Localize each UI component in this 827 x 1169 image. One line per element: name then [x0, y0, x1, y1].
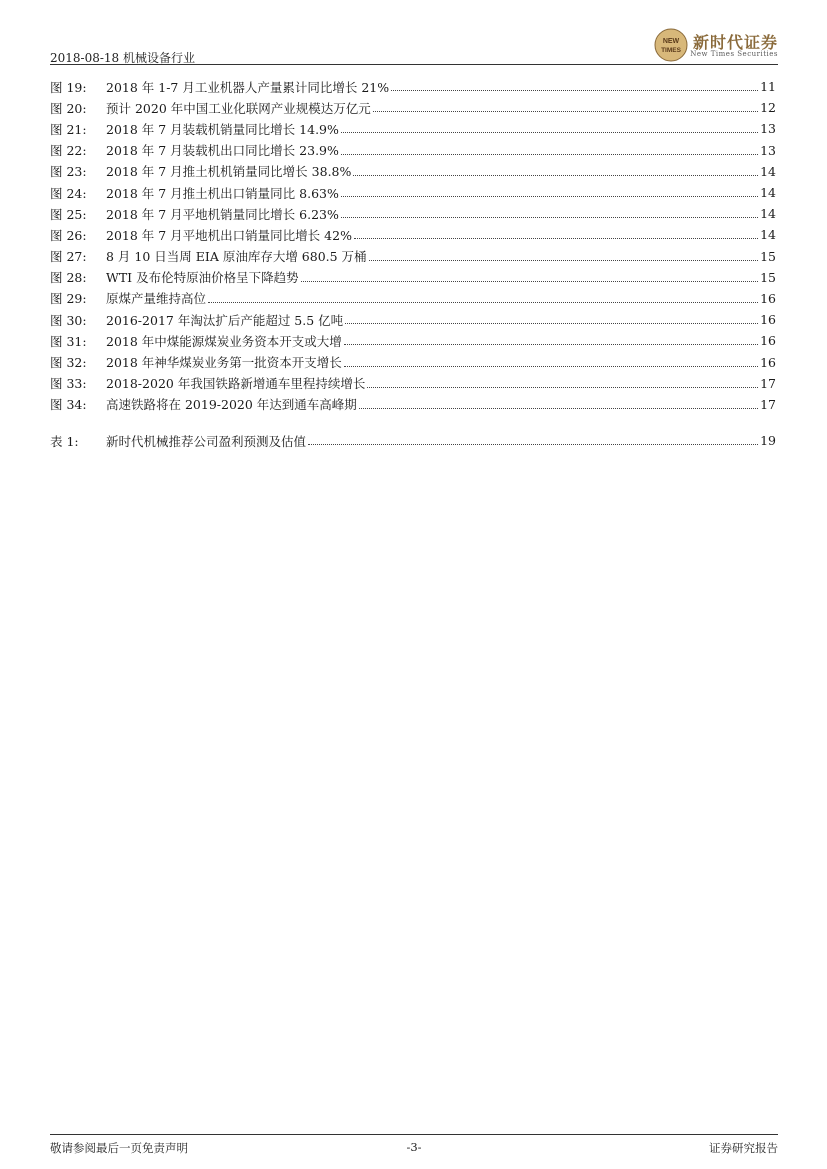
dot-leader [208, 302, 758, 303]
entry-page-number: 16 [760, 333, 776, 349]
entry-title: 2018 年 1-7 月工业机器人产量累计同比增长 21% [106, 79, 390, 95]
dot-leader [353, 175, 758, 176]
figure-list [50, 76, 776, 415]
dot-leader [344, 366, 758, 367]
entry-label: 图 31: [50, 333, 87, 349]
entry-title: 2018 年 7 月平地机出口销量同比增长 42% [106, 227, 352, 243]
figure-entry[interactable] [50, 140, 776, 161]
figure-entry[interactable] [50, 118, 776, 139]
entry-label: 图 23: [50, 164, 87, 180]
entry-page-number: 16 [760, 354, 776, 370]
page-header [50, 28, 778, 64]
entry-label: 图 28: [50, 270, 87, 286]
dot-leader [359, 408, 758, 409]
entry-page-number: 19 [760, 433, 776, 449]
table-entry[interactable] [50, 430, 776, 451]
entry-label: 表 1: [50, 433, 79, 449]
entry-title: WTI 及布伦特原油价格呈下降趋势 [106, 270, 299, 286]
entry-title: 2018 年中煤能源煤炭业务资本开支或大增 [106, 333, 342, 349]
entry-title: 原煤产量维持高位 [106, 291, 207, 307]
badge-text-times: TIMES [661, 47, 681, 54]
dot-leader [308, 444, 758, 445]
entry-page-number: 15 [760, 248, 776, 264]
dot-leader [344, 344, 758, 345]
entry-title: 2018 年 7 月装载机出口同比增长 23.9% [106, 143, 339, 159]
entry-page-number: 14 [760, 206, 776, 222]
entry-title: 2018 年 7 月平地机销量同比增长 6.23% [106, 206, 339, 222]
entry-page-number: 12 [760, 100, 776, 116]
figure-table-index [50, 76, 776, 451]
entry-title: 2018 年神华煤炭业务第一批资本开支增长 [106, 355, 342, 371]
entry-page-number: 15 [760, 269, 776, 285]
figure-entry[interactable] [50, 161, 776, 182]
page-number: -3- [406, 1140, 422, 1154]
dot-leader [345, 323, 758, 324]
dot-leader [369, 260, 758, 261]
figure-entry[interactable] [50, 288, 776, 309]
entry-title: 新时代机械推荐公司盈利预测及估值 [106, 433, 307, 449]
dot-leader [341, 196, 758, 197]
entry-label: 图 24: [50, 185, 87, 201]
badge-text-new: NEW [662, 38, 680, 45]
figure-entry[interactable] [50, 203, 776, 224]
dot-leader [341, 154, 758, 155]
entry-label: 图 33: [50, 376, 87, 392]
dot-leader [367, 387, 758, 388]
logo-english-name: New Times Securities [690, 50, 778, 58]
figure-entry[interactable] [50, 224, 776, 245]
entry-page-number: 14 [760, 227, 776, 243]
dot-leader [391, 90, 758, 91]
dot-leader [373, 111, 758, 112]
figure-entry[interactable] [50, 76, 776, 97]
entry-page-number: 13 [760, 142, 776, 158]
entry-label: 图 22: [50, 143, 87, 159]
figure-entry[interactable] [50, 330, 776, 351]
entry-title: 高速铁路将在 2019-2020 年达到通车高峰期 [106, 397, 357, 413]
entry-page-number: 16 [760, 312, 776, 328]
dot-leader [341, 217, 758, 218]
entry-label: 图 26: [50, 227, 87, 243]
entry-page-number: 17 [760, 396, 776, 412]
entry-label: 图 27: [50, 249, 87, 265]
figure-entry[interactable] [50, 309, 776, 330]
entry-label: 图 32: [50, 355, 87, 371]
figure-entry[interactable] [50, 373, 776, 394]
header-date-sector: 2018-08-18 机械设备行业 [50, 51, 196, 65]
figure-entry[interactable] [50, 97, 776, 118]
entry-label: 图 21: [50, 121, 87, 137]
table-list [50, 430, 776, 451]
report-type: 证券研究报告 [709, 1141, 778, 1155]
entry-page-number: 17 [760, 375, 776, 391]
entry-title: 2016-2017 年淘汰扩后产能超过 5.5 亿吨 [106, 312, 344, 328]
entry-page-number: 11 [760, 79, 776, 95]
figure-entry[interactable] [50, 394, 776, 415]
figure-entry[interactable] [50, 351, 776, 372]
entry-label: 图 25: [50, 206, 87, 222]
dot-leader [354, 238, 758, 239]
entry-title: 2018-2020 年我国铁路新增通车里程持续增长 [106, 376, 366, 392]
entry-page-number: 14 [760, 185, 776, 201]
entry-page-number: 14 [760, 163, 776, 179]
entry-title: 预计 2020 年中国工业化联网产业规模达万亿元 [106, 100, 371, 116]
dot-leader [341, 132, 758, 133]
figure-entry[interactable] [50, 182, 776, 203]
figure-entry[interactable] [50, 246, 776, 267]
entry-title: 8 月 10 日当周 EIA 原油库存大增 680.5 万桶 [106, 249, 367, 265]
entry-page-number: 13 [760, 121, 776, 137]
header-divider [50, 64, 778, 65]
footer-divider [50, 1134, 778, 1135]
entry-title: 2018 年 7 月推土机机销量同比增长 38.8% [106, 164, 352, 180]
figure-entry[interactable] [50, 267, 776, 288]
entry-label: 图 34: [50, 397, 87, 413]
disclaimer-note: 敬请参阅最后一页免责声明 [50, 1141, 188, 1155]
entry-title: 2018 年 7 月推土机出口销量同比 8.63% [106, 185, 339, 201]
dot-leader [301, 281, 758, 282]
new-times-badge-icon [654, 28, 688, 62]
entry-label: 图 30: [50, 312, 87, 328]
entry-label: 图 29: [50, 291, 87, 307]
entry-label: 图 20: [50, 100, 87, 116]
entry-page-number: 16 [760, 290, 776, 306]
logo-chinese-name: 新时代证券 [692, 33, 778, 52]
entry-label: 图 19: [50, 79, 87, 95]
section-gap [50, 415, 776, 430]
entry-title: 2018 年 7 月装载机销量同比增长 14.9% [106, 121, 339, 137]
